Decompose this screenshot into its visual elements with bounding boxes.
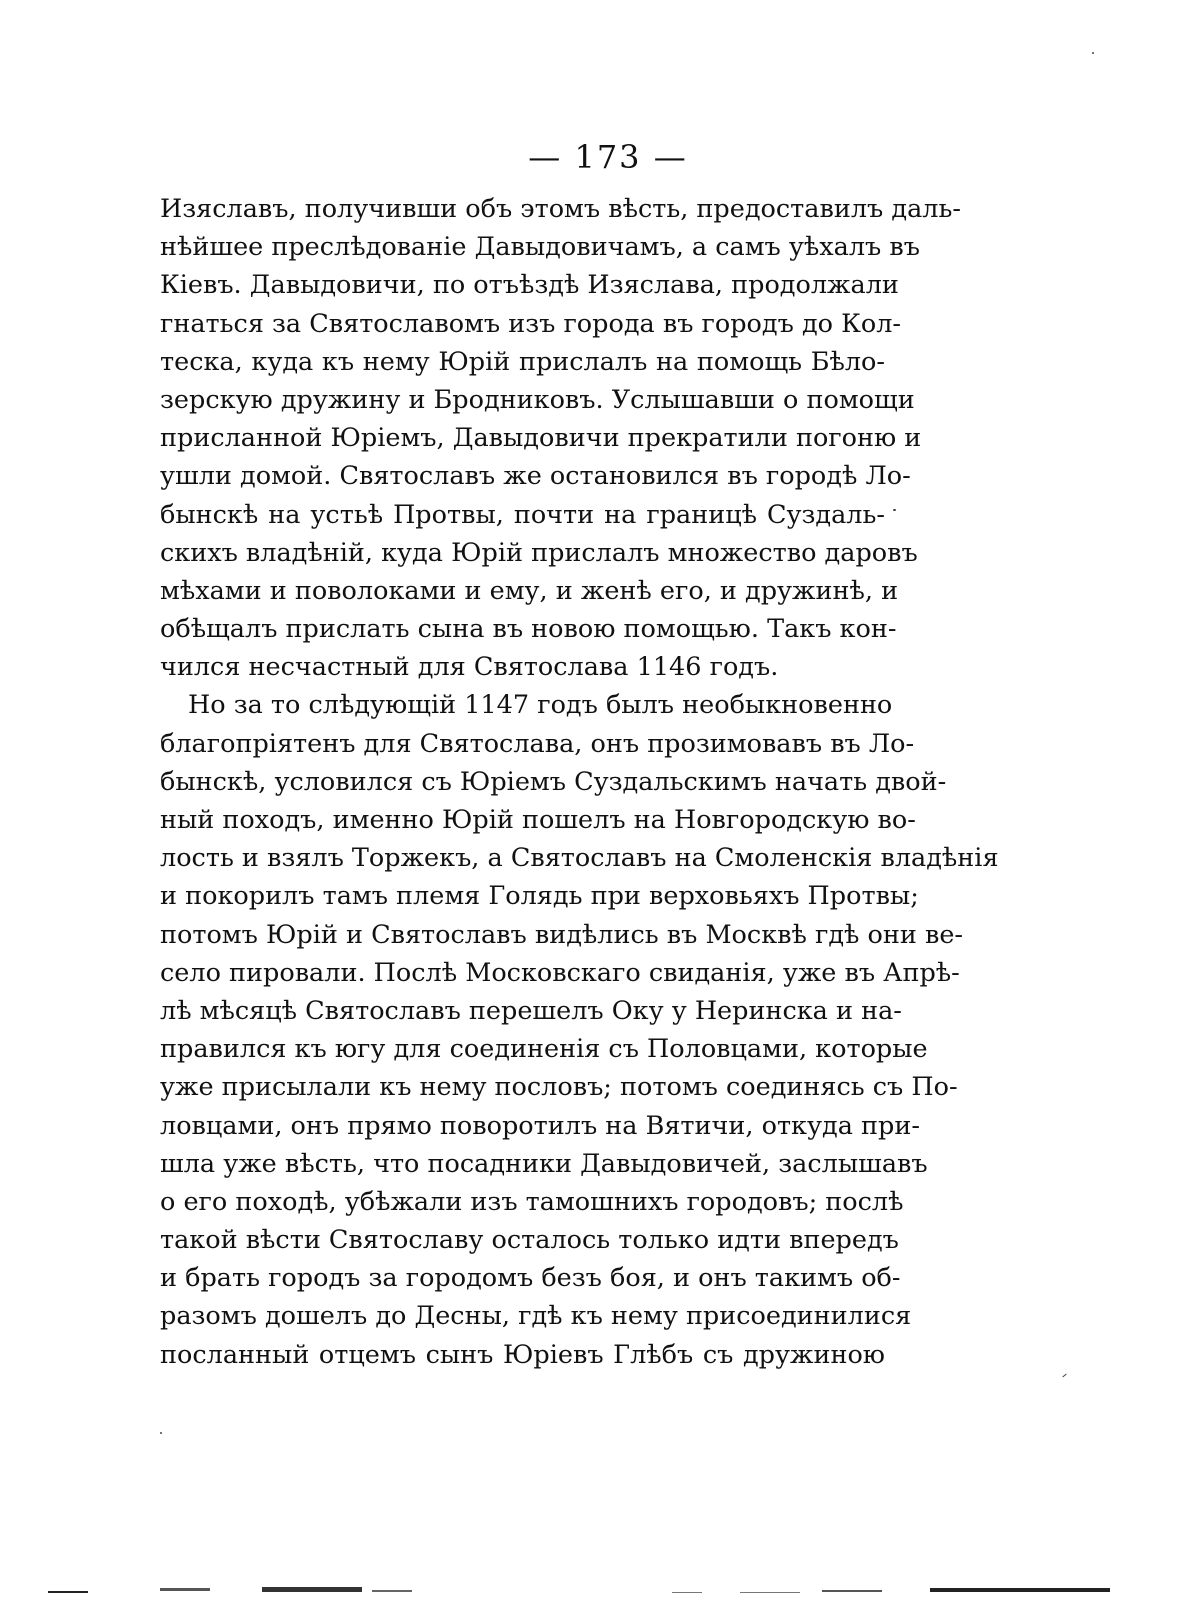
scan-edge-mark bbox=[930, 1588, 1110, 1592]
text-line: нѣйшее преслѣдованіе Давыдовичамъ, а самъ уѣхалъ въ bbox=[160, 232, 920, 263]
scan-edge-mark bbox=[262, 1587, 362, 1592]
text-line: шла уже вѣсть, что посадники Давыдовичей, заслышавъ bbox=[160, 1148, 928, 1179]
text-line: разомъ дошелъ до Десны, гдѣ къ нему присоединилися bbox=[160, 1301, 912, 1332]
scan-edge-mark bbox=[372, 1590, 412, 1592]
scan-edge-mark bbox=[740, 1592, 800, 1593]
text-line: ушли домой. Святославъ же остановился въ городѣ Ло- bbox=[160, 461, 911, 492]
text-line: Но за то слѣдующій 1147 годъ былъ необыкновенно bbox=[188, 690, 893, 721]
text-line: такой вѣсти Святославу осталось только идти впередъ bbox=[160, 1225, 899, 1256]
body-text bbox=[160, 190, 999, 1374]
text-line: Кіевъ. Давыдовичи, по отъѣздѣ Изяслава, продолжали bbox=[160, 270, 899, 301]
scan-edge-mark bbox=[672, 1592, 702, 1593]
page-number: — 173 — bbox=[528, 138, 688, 176]
text-line: бынскѣ, условился съ Юріемъ Суздальскимъ начать двой- bbox=[160, 766, 947, 797]
text-line: Изяславъ, получивши объ этомъ вѣсть, предоставилъ даль- bbox=[160, 194, 961, 224]
text-line: обѣщалъ прислать сына въ новою помощью. Такъ кон- bbox=[160, 614, 897, 645]
text-line: и брать городъ за городомъ безъ боя, и онъ такимъ об- bbox=[160, 1263, 901, 1294]
scan-speck bbox=[1062, 1374, 1066, 1378]
text-line: ный походъ, именно Юрій пошелъ на Новгородскую во- bbox=[160, 805, 916, 835]
text-line: присланной Юріемъ, Давыдовичи прекратили погоню и bbox=[160, 423, 922, 454]
text-line: скихъ владѣній, куда Юрій прислалъ множество даровъ bbox=[160, 537, 918, 568]
text-line: потомъ Юрій и Святославъ видѣлись въ Москвѣ гдѣ они ве- bbox=[160, 919, 964, 950]
text-line: бынскѣ на устьѣ Протвы, почти на границѣ Суздаль- bbox=[160, 499, 885, 530]
text-line: теска, куда къ нему Юрій прислалъ на помощь Бѣло- bbox=[160, 346, 885, 377]
text-line: ловцами, онъ прямо поворотилъ на Вятичи, откуда при- bbox=[160, 1110, 920, 1141]
scan-speck bbox=[160, 1432, 162, 1434]
text-line: село пировали. Послѣ Московскаго свиданія, уже въ Апрѣ- bbox=[160, 957, 960, 988]
text-line: и покорилъ тамъ племя Голядь при верховьяхъ Протвы; bbox=[160, 881, 919, 912]
text-line: посланный отцемъ сынъ Юріевъ Глѣбъ съ дружиною bbox=[160, 1339, 885, 1370]
scan-speck bbox=[1092, 52, 1094, 54]
scan-speck bbox=[893, 509, 896, 511]
text-line: о его походѣ, убѣжали изъ тамошнихъ городовъ; послѣ bbox=[160, 1186, 904, 1217]
scan-edge-mark bbox=[822, 1590, 882, 1592]
text-line: гнаться за Святославомъ изъ города въ городъ до Кол- bbox=[160, 308, 902, 339]
scan-edge-mark bbox=[160, 1588, 210, 1591]
text-line: правился къ югу для соединенія съ Половцами, которые bbox=[160, 1034, 928, 1065]
text-line: уже присылали къ нему пословъ; потомъ соединясь съ По- bbox=[160, 1072, 958, 1103]
text-line: зерскую дружину и Бродниковъ. Услышавши о помощи bbox=[160, 384, 915, 415]
text-line: лѣ мѣсяцѣ Святославъ перешелъ Оку у Неринска и на- bbox=[160, 995, 902, 1026]
text-line: лость и взялъ Торжекъ, а Святославъ на Смоленскія владѣнія bbox=[160, 843, 999, 874]
text-line: чился несчастный для Святослава 1146 годъ. bbox=[160, 652, 779, 683]
text-line: благопріятенъ для Святослава, онъ прозимовавъ въ Ло- bbox=[160, 728, 915, 759]
text-line: мѣхами и поволоками и ему, и женѣ его, и дружинѣ, и bbox=[160, 575, 899, 606]
scan-edge-mark bbox=[48, 1591, 88, 1593]
